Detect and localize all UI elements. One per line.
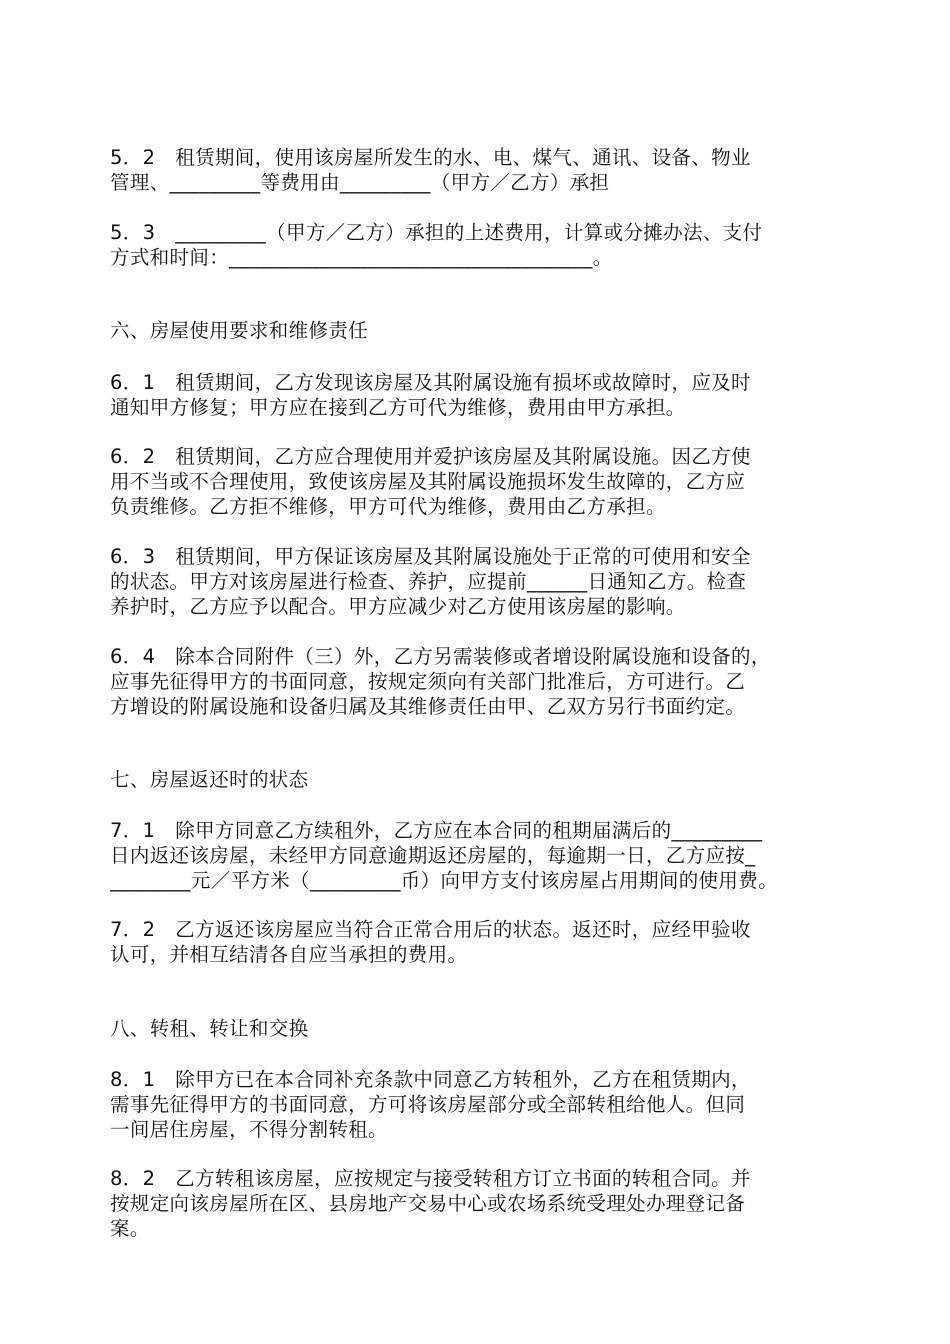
clause-8-1: [110, 1067, 845, 1142]
text-line: 案。: [110, 1217, 150, 1240]
text-line: 5．3 _________（甲方／乙方）承担的上述费用，计算或分摊办法、支付: [110, 221, 763, 244]
section-heading: 七、房屋返还时的状态: [110, 768, 309, 791]
text-line: 方式和时间：____________________________________。: [110, 246, 613, 269]
clause-7-2: [110, 917, 845, 967]
text-line: 需事先征得甲方的书面同意，方可将该房屋部分或全部转租给他人。但同: [110, 1093, 746, 1116]
text-line: 养护时，乙方应予以配合。甲方应减少对乙方使用该房屋的影响。: [110, 595, 686, 618]
text-line: 认可，并相互结清各自应当承担的费用。: [110, 943, 468, 966]
text-line: 日内返还该房屋，未经甲方同意逾期返还房屋的，每逾期一日，乙方应按_: [110, 844, 756, 867]
text-line: 6．3 租赁期间，甲方保证该房屋及其附属设施处于正常的可使用和安全: [110, 545, 751, 568]
clause-5-2: [110, 145, 845, 195]
text-line: 8．2 乙方转租该房屋，应按规定与接受转租方订立书面的转租合同。并: [110, 1167, 751, 1190]
clause-8-2: [110, 1166, 845, 1241]
text-line: 8．1 除甲方已在本合同补充条款中同意乙方转租外，乙方在租赁期内，: [110, 1068, 751, 1091]
text-line: 6．1 租赁期间，乙方发现该房屋及其附属设施有损坏或故障时，应及时: [110, 371, 751, 394]
text-line: 6．4 除本合同附件（三）外，乙方另需装修或者增设附属设施和设备的，: [110, 645, 771, 668]
text-line: 应事先征得甲方的书面同意，按规定须向有关部门批准后，方可进行。乙: [110, 670, 746, 693]
clause-6-2: [110, 444, 845, 519]
clause-5-3: [110, 220, 845, 270]
section-heading-8: [110, 1016, 845, 1041]
text-line: 管理、_________等费用由_________（甲方／乙方）承担: [110, 171, 610, 194]
section-heading: 六、房屋使用要求和维修责任: [110, 319, 369, 342]
text-line: 负责维修。乙方拒不维修，甲方可代为维修，费用由乙方承担。: [110, 495, 666, 518]
text-line: 7．2 乙方返还该房屋应当符合正常合用后的状态。返还时，应经甲验收: [110, 918, 751, 941]
text-line: 的状态。甲方对该房屋进行检查、养护，应提前______日通知乙方。检查: [110, 570, 747, 593]
clause-6-3: [110, 544, 845, 619]
text-line: 5．2 租赁期间，使用该房屋所发生的水、电、煤气、通讯、设备、物业: [110, 146, 751, 169]
clause-6-1: [110, 370, 845, 420]
clause-6-4: [110, 644, 845, 719]
text-line: 通知甲方修复；甲方应在接到乙方可代为维修，费用由甲方承担。: [110, 396, 686, 419]
clause-7-1: [110, 818, 845, 893]
text-line: 6．2 租赁期间，乙方应合理使用并爱护该房屋及其附属设施。因乙方使: [110, 445, 751, 468]
text-line: 一间居住房屋，不得分割转租。: [110, 1118, 388, 1141]
section-heading-6: [110, 318, 845, 343]
text-line: ________元／平方米（_________币）向甲方支付该房屋占用期间的使用费。: [110, 869, 778, 892]
text-line: 用不当或不合理使用，致使该房屋及其附属设施损坏发生故障的，乙方应: [110, 470, 746, 493]
text-line: 按规定向该房屋所在区、县房地产交易中心或农场系统受理处办理登记备: [110, 1192, 746, 1215]
text-line: 7．1 除甲方同意乙方续租外，乙方应在本合同的租期届满后的_________: [110, 819, 763, 842]
section-heading-7: [110, 767, 845, 792]
section-heading: 八、转租、转让和交换: [110, 1017, 309, 1040]
text-line: 方增设的附属设施和设备归属及其维修责任由甲、乙双方另行书面约定。: [110, 695, 746, 718]
